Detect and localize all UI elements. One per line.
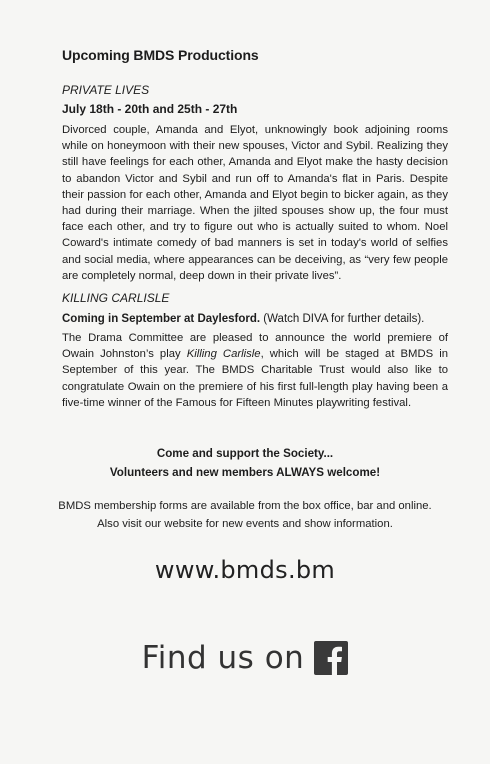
description-part: , which will be staged at BMDS in September of this year. The BMDS Charitable Trust would also like to congratulate Owain on the premiere of his first full-length play having been a five-time winner of the Famous for Fifteen Minutes playwriting festival. — [62, 348, 448, 409]
facebook-icon[interactable] — [314, 641, 348, 675]
production-description — [62, 330, 448, 411]
play-title: Killing Carlisle — [186, 348, 261, 361]
info-line: Also visit our website for new events and show information. — [97, 518, 393, 530]
callout-line: Volunteers and new members ALWAYS welcome! — [109, 466, 381, 479]
find-us-row — [0, 640, 490, 676]
info-line: BMDS membership forms are available from the box office, bar and online. — [58, 500, 432, 512]
production-coming — [62, 311, 448, 327]
website-url[interactable]: www.bmds.bm — [154, 556, 336, 584]
support-callout — [0, 444, 490, 482]
page-heading: Upcoming BMDS Productions — [62, 47, 259, 63]
description-part: The Drama Committee are pleased to announce the world premiere of Owain Johnston’s play — [62, 332, 448, 361]
production-title: PRIVATE LIVES — [62, 83, 150, 97]
production-killing-carlisle — [62, 290, 448, 411]
membership-info — [0, 497, 490, 533]
production-title: KILLING CARLISLE — [62, 291, 170, 305]
production-private-lives — [62, 82, 448, 284]
production-dates: July 18th - 20th and 25th - 27th — [62, 102, 238, 116]
find-us-text: Find us on — [141, 640, 305, 676]
coming-note: (Watch DIVA for further details). — [260, 313, 425, 325]
production-description: Divorced couple, Amanda and Elyot, unknowingly book adjoining rooms while on honeymoon with their new spouses, Victor and Sybil. Realizing they still have feelings for each other, Amanda and Elyot make the hasty decision to abandon Victor and Sybil and run off to Amanda's flat in Paris. Despite their passion for each other, Amanda and Elyot begin to bicker again, as they had during their marriage. When the jilted spouses show up, the four must face each other, and try to figure out who is actually suited to whom. Noel Coward's intimate comedy of bad manners is set in today's world of selfies and social media, where appearances can be deceiving, as “very few people are completely normal, deep down in their private lives”. — [62, 124, 448, 282]
callout-line: Come and support the Society... — [156, 447, 334, 460]
coming-date: Coming in September at Daylesford. — [62, 313, 261, 325]
